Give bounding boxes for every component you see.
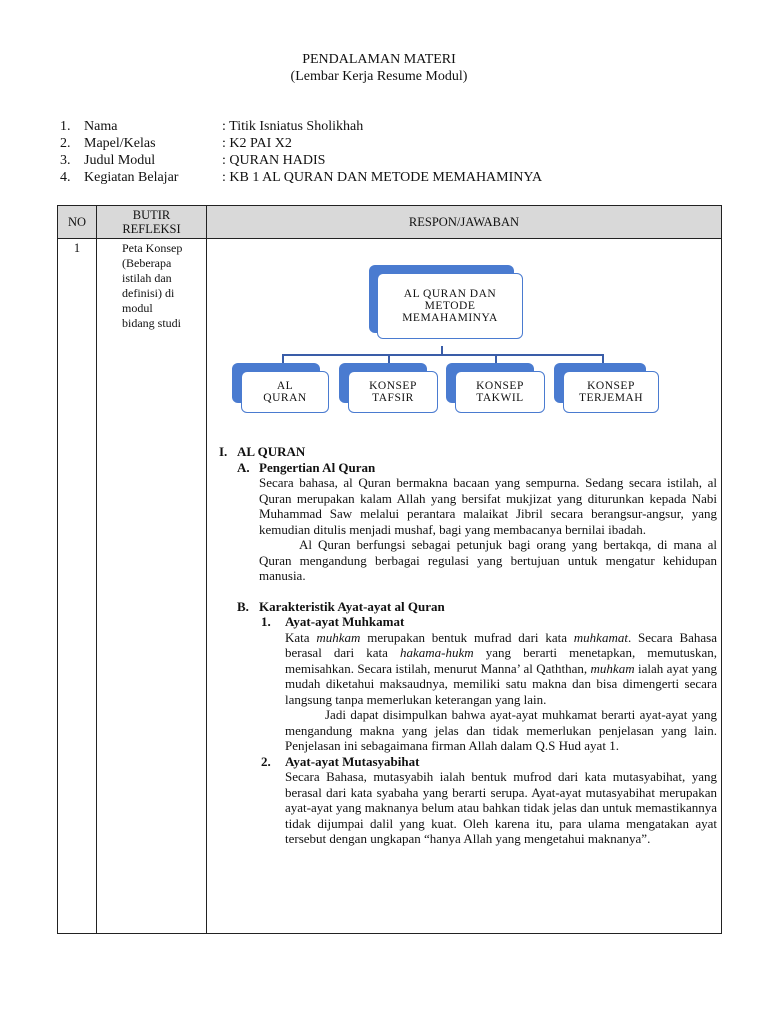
node-label-line: TAKWIL (476, 392, 524, 404)
row-number: 1 (58, 239, 97, 934)
header-butir-line2: REFLEKSI (122, 222, 181, 236)
item-heading (261, 614, 717, 630)
info-label: Kegiatan Belajar (84, 170, 179, 185)
node-label-line: KONSEP (369, 380, 417, 392)
italic-term: hakama-hukm (399, 645, 474, 660)
info-row-nama (60, 118, 542, 135)
subsection-title: Karakteristik Ayat-ayat al Quran (259, 598, 445, 614)
butir-line: bidang studi (122, 316, 181, 330)
butir-line: Peta Konsep (122, 241, 183, 255)
info-value: : Titik Isniatus Sholikhah (222, 119, 364, 134)
paragraph: Al Quran berfungsi sebagai petunjuk bagi orang yang bertakqa, di mana al Quran mengandung berbagai regulasi yang bertujuan untuk mengatur kehidupan manusia. (259, 537, 717, 583)
reflection-table (57, 205, 722, 934)
page-title: PENDALAMAN MATERI (302, 52, 456, 67)
info-label: Judul Modul (84, 153, 156, 168)
item-number: 1. (261, 614, 271, 629)
table-row (58, 239, 722, 934)
info-label: Mapel/Kelas (84, 136, 156, 151)
info-row-judul (60, 152, 542, 169)
concept-node-terjemah (554, 363, 664, 418)
subsection-heading (237, 460, 717, 476)
node-label-line: TAFSIR (372, 392, 414, 404)
connector-line (282, 354, 602, 356)
header-respon: RESPON/JAWABAN (207, 206, 722, 239)
italic-term: muhkam (316, 629, 361, 645)
item-title: Ayat-ayat Muhkamat (285, 614, 405, 629)
item-title: Ayat-ayat Mutasyabihat (285, 753, 420, 769)
text-run: ialah ayat yang mudah diketahui maksaudnya, memiliki satu makna dan bisa dimengerti secara langsung tanpa memerlukan keterangan yang lain. (285, 660, 717, 707)
node-label-line: AL (276, 380, 294, 392)
butir-cell (97, 239, 207, 934)
italic-term: muhkamat (573, 629, 628, 645)
info-num: 4. (60, 170, 71, 185)
concept-node-al-quran (232, 363, 332, 418)
concept-node-takwil (446, 363, 546, 418)
paragraph: Secara bahasa, al Quran bermakna bacaan yang sempurna. Sedang secara istilah, al Quran merupakan kalam Allah yang bersifat mukjizat yang diturunkan kepada Nabi Muhammad Saw melalui perantara malaikat Jibril secara berangsur-angsur, yang kemudian ditulis menjadi mushaf, bagi yang membacanya bernilai ibadah. (259, 475, 717, 537)
resume-content (219, 444, 717, 847)
section-number: I. (219, 444, 228, 459)
butir-line: istilah dan (122, 271, 172, 285)
node-label-line: KONSEP (587, 380, 635, 392)
root-label-line: AL QURAN DAN (403, 288, 497, 300)
concept-map (229, 251, 669, 416)
subsection-letter: B. (237, 598, 249, 614)
info-num: 2. (60, 136, 71, 151)
info-num: 3. (60, 153, 71, 168)
section-heading (219, 444, 717, 460)
italic-term: muhkam (590, 660, 635, 676)
connector-line (441, 346, 443, 354)
node-label-line: KONSEP (476, 380, 524, 392)
section-title: AL QURAN (237, 444, 306, 459)
text-run: Kata (285, 629, 317, 645)
butir-line: definisi) di (122, 286, 175, 300)
text-run: . Secara Bahasa berasal dari kata (285, 629, 717, 660)
identity-list (60, 118, 542, 186)
info-label: Nama (84, 119, 118, 134)
item-number: 2. (261, 753, 271, 769)
concept-node-tafsir (339, 363, 439, 418)
subsection-title: Pengertian Al Quran (259, 459, 376, 475)
node-label-line: TERJEMAH (578, 392, 644, 404)
info-row-mapel (60, 135, 542, 152)
header-butir-line1: BUTIR (132, 208, 171, 222)
response-cell (207, 239, 722, 934)
subsection-letter: A. (237, 459, 250, 475)
text-run: yang berarti menetapkan, memutuskan, memisahkan. Secara istilah, menurut Manna’ al Qaththan, (285, 645, 717, 676)
info-value: : K2 PAI X2 (222, 136, 292, 151)
paragraph: Secara Bahasa, mutasyabih ialah bentuk mufrod dari kata mutasyabihat, yang berasal dari kata syabaha yang berarti serupa. Ayat-ayat mutasyabihat merupakan ayat-ayat yang maknanya belum atau bahkan tidak jelas dan untuk memastikannya tidak dijumpai dalil yang kuat. Oleh karena itu, para ulama mengatakan ayat tersebut dengan ungkapan “hanya Allah yang mengetahui maknanya”. (285, 769, 717, 846)
concept-root-node (369, 265, 524, 347)
text-run: merupakan bentuk mufrad dari kata (360, 629, 574, 645)
header-butir (97, 206, 207, 239)
item-heading (261, 754, 717, 770)
butir-line: modul (122, 301, 153, 315)
info-num: 1. (60, 119, 71, 134)
root-label-line: MEMAHAMINYA (402, 312, 498, 324)
paragraph (285, 630, 717, 708)
root-label-line: METODE (424, 300, 476, 312)
node-label-line: QURAN (263, 392, 307, 404)
info-value: : QURAN HADIS (222, 153, 326, 168)
page-subtitle: (Lembar Kerja Resume Modul) (290, 69, 468, 84)
paragraph: Jadi dapat disimpulkan bahwa ayat-ayat muhkamat berarti ayat-ayat yang mengandung makna yang jelas dan tidak memerlukan penjelasan yang lain. Penjelasan ini sebagaimana firman Allah dalam Q.S Hud ayat 1. (285, 707, 717, 753)
info-row-kegiatan (60, 169, 542, 186)
butir-line: (Beberapa (122, 256, 172, 270)
subsection-heading (237, 599, 717, 615)
table-header-row (58, 206, 722, 239)
header-no: NO (58, 206, 97, 239)
info-value: : KB 1 AL QURAN DAN METODE MEMAHAMINYA (222, 170, 543, 185)
